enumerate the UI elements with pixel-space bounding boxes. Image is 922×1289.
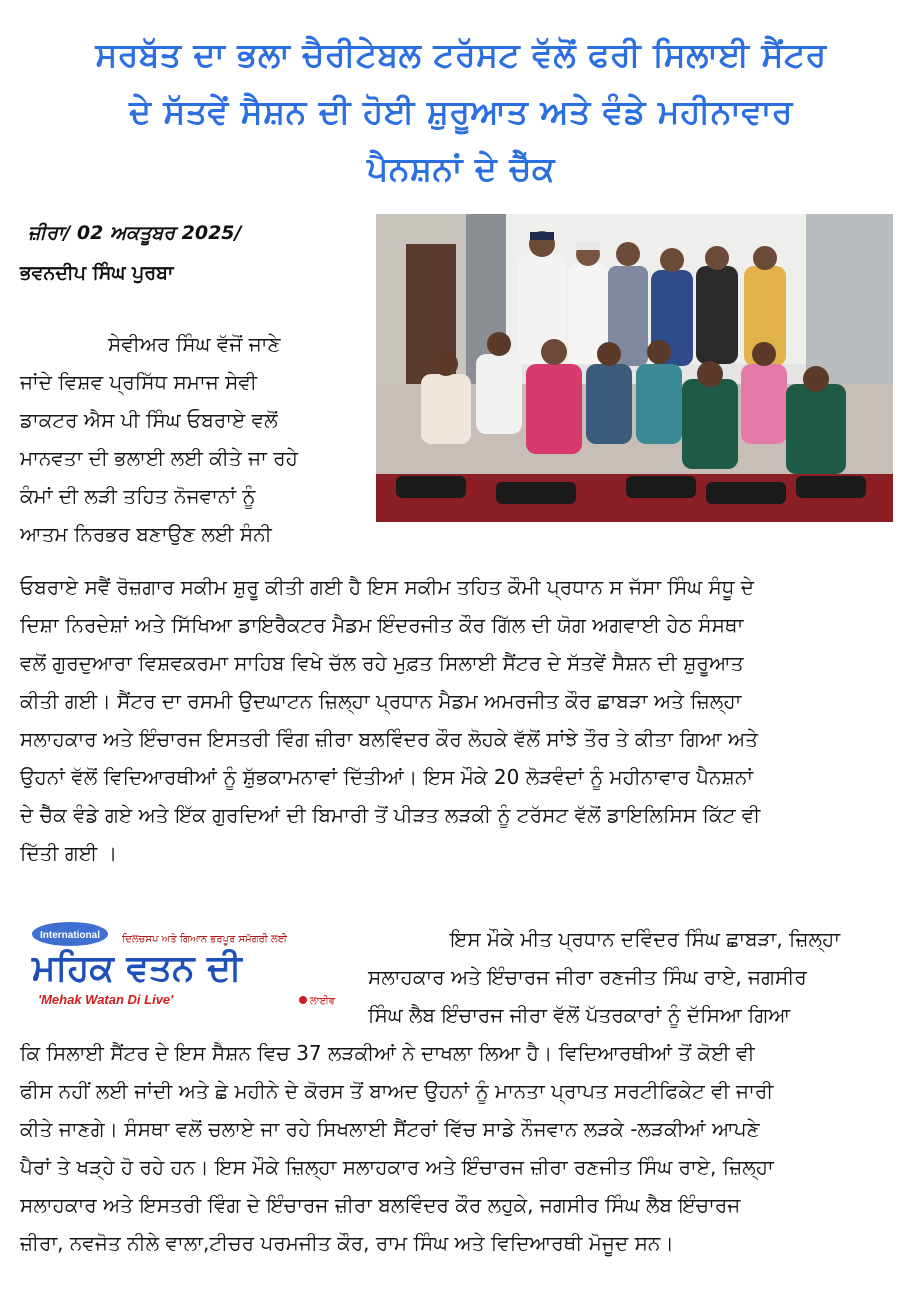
text-line: ਪੈਰਾਂ ਤੇ ਖੜ੍ਹੇ ਹੋ ਰਹੇ ਹਨ। ਇਸ ਮੌਕੇ ਜ਼ਿਲ੍ਹਾ ਸਲਾਹਕਾਰ ਅਤੇ ਇੰਚਾਰਜ ਜ਼ੀਰਾ ਰਣਜੀਤ ਸਿੰਘ ਰਾਏ, ਜ਼ਿਲ੍ਹਾ [20, 1155, 774, 1179]
dateline: ਜ਼ੀਰਾ/ 02 ਅਕਤੂਬਰ 2025/ [28, 222, 242, 244]
text-line: ਡਾਕਟਰ ਐਸ ਪੀ ਸਿੰਘ ਓਬਰਾਏ ਵਲੋਂ [20, 408, 278, 432]
text-line: ਕਿ ਸਿਲਾਈ ਸੈਂਟਰ ਦੇ ਇਸ ਸੈਸ਼ਨ ਵਿਚ 37 ਲੜਕੀਆਂ ਨੇ ਦਾਖਲਾ ਲਿਆ ਹੈ। ਵਿਦਿਆਰਥੀਆਂ ਤੋਂ ਕੋਈ ਵੀ [20, 1041, 755, 1065]
logo-graphic [26, 918, 356, 1018]
headline-line: ਪੈਨਸ਼ਨਾਂ ਦੇ ਚੈੱਕ [367, 149, 555, 188]
paragraph1-full [20, 568, 900, 872]
text-line: ਉਹਨਾਂ ਵੱਲੋਂ ਵਿਦਿਆਰਥੀਆਂ ਨੂੰ ਸ਼ੁੱਭਕਾਮਨਾਵਾਂ ਦਿੱਤੀਆਂ। ਇਸ ਮੌਕੇ 20 ਲੋੜਵੰਦਾਂ ਨੂੰ ਮਹੀਨਾਵਾਰ ਪੈਨਸ਼ਨਾਂ [20, 765, 753, 789]
text-line: ਕੰਮਾਂ ਦੀ ਲੜੀ ਤਹਿਤ ਨੋਜਵਾਨਾਂ ਨੂੰ [20, 484, 256, 508]
text-line: ਦਿਸ਼ਾ ਨਿਰਦੇਸ਼ਾਂ ਅਤੇ ਸਿੱਖਿਆ ਡਾਇਰੈਕਟਰ ਮੈਡਮ ਇੰਦਰਜੀਤ ਕੌਰ ਗਿੱਲ ਦੀ ਯੋਗ ਅਗਵਾਈ ਹੇਠ ਸੰਸਥਾ [20, 613, 744, 637]
group-photo-illustration [376, 214, 893, 522]
logo-title: ਮਹਿਕ ਵਤਨ ਦੀ [32, 948, 242, 989]
text-line: ਦੇ ਚੈੱਕ ਵੰਡੇ ਗਏ ਅਤੇ ਇੱਕ ਗੁਰਦਿਆਂ ਦੀ ਬਿਮਾਰੀ ਤੋਂ ਪੀੜਤ ਲੜਕੀ ਨੂੰ ਟਰੱਸਟ ਵੱਲੋਂ ਡਾਇਲਿਸਿਸ ਕਿੱਟ ਵੀ [20, 803, 761, 827]
byline: ਭਵਨਦੀਪ ਸਿੰਘ ਪੁਰਬਾ [20, 262, 174, 284]
text-line: ਸਲਾਹਕਾਰ ਅਤੇ ਇਸਤਰੀ ਵਿੰਗ ਦੇ ਇੰਚਾਰਜ ਜ਼ੀਰਾ ਬਲਵਿੰਦਰ ਕੌਰ ਲਹੁਕੇ, ਜਗਸੀਰ ਸਿੰਘ ਲੈਬ ਇੰਚਾਰਜ [20, 1193, 741, 1217]
text-line: ਓਬਰਾਏ ਸਵੈਂ ਰੋਜ਼ਗਾਰ ਸਕੀਮ ਸ਼ੁਰੂ ਕੀਤੀ ਗਈ ਹੈ ਇਸ ਸਕੀਮ ਤਹਿਤ ਕੌਮੀ ਪ੍ਰਧਾਨ ਸ ਜੱਸਾ ਸਿੰਘ ਸੰਧੂ ਦੇ [20, 575, 755, 599]
logo-badge: International [39, 930, 101, 941]
logo-live: ਲਾਈਵ [310, 996, 336, 1007]
text-line: ਆਤਮ ਨਿਰਭਰ ਬਣਾਉਣ ਲਈ ਸੰਨੀ [20, 522, 272, 546]
paragraph1-wrapped [20, 325, 360, 553]
text-line: ਮਾਨਵਤਾ ਦੀ ਭਲਾਈ ਲਈ ਕੀਤੇ ਜਾ ਰਹੇ [20, 446, 298, 470]
headline-line: ਸਰਬੱਤ ਦਾ ਭਲਾ ਚੈਰੀਟੇਬਲ ਟਰੱਸਟ ਵੱਲੋਂ ਫਰੀ ਸਿਲਾਈ ਸੈਂਟਰ [95, 35, 827, 74]
text-line: ਕੀਤੇ ਜਾਣਗੇ। ਸੰਸਥਾ ਵਲੋਂ ਚਲਾਏ ਜਾ ਰਹੇ ਸਿਖਲਾਈ ਸੈਂਟਰਾਂ ਵਿੱਚ ਸਾਡੇ ਨੌਜਵਾਨ ਲੜਕੇ -ਲੜਕੀਆਂ ਆਪਣੇ [20, 1117, 760, 1141]
logo-subtitle: 'Mehak Watan Di Live' [38, 992, 174, 1007]
news-photo [376, 214, 893, 522]
text-line: ਸਿੰਘ ਲੈਬ ਇੰਚਾਰਜ ਜੀਰਾ ਵੱਲੋਂ ਪੱਤਰਕਾਰਾਂ ਨੂੰ ਦੱਸਿਆ ਗਿਆ [368, 1003, 791, 1027]
headline [10, 26, 912, 197]
headline-line: ਦੇ ਸੱਤਵੇਂ ਸੈਸ਼ਨ ਦੀ ਹੋਈ ਸ਼ੁਰੂਆਤ ਅਤੇ ਵੰਡੇ ਮਹੀਨਾਵਾਰ [129, 92, 793, 131]
text-line: ਜ਼ੀਰਾ, ਨਵਜੋਤ ਨੀਲੇ ਵਾਲਾ,ਟੀਚਰ ਪਰਮਜੀਤ ਕੌਰ, ਰਾਮ ਸਿੰਘ ਅਤੇ ਵਿਦਿਆਰਥੀ ਮੋਜੂਦ ਸਨ। [20, 1231, 674, 1255]
text-line: ਵਲੋਂ ਗੁਰਦੁਆਰਾ ਵਿਸ਼ਵਕਰਮਾ ਸਾਹਿਬ ਵਿਖੇ ਚੱਲ ਰਹੇ ਮੁਫ਼ਤ ਸਿਲਾਈ ਸੈਂਟਰ ਦੇ ਸੱਤਵੇਂ ਸੈਸ਼ਨ ਦੀ ਸ਼ੁਰੂਆਤ [20, 651, 744, 675]
text-line: ਸਲਾਹਕਾਰ ਅਤੇ ਇੰਚਾਰਜ ਇਸਤਰੀ ਵਿੰਗ ਜ਼ੀਰਾ ਬਲਵਿੰਦਰ ਕੌਰ ਲੋਹਕੇ ਵੱਲੋਂ ਸਾਂਝੇ ਤੌਰ ਤੇ ਕੀਤਾ ਗਿਆ ਅਤੇ [20, 727, 758, 751]
text-line: ਸੇਵੀਅਰ ਸਿੰਘ ਵੱਜੋਂ ਜਾਣੇ [108, 332, 281, 356]
text-line: ਸਲਾਹਕਾਰ ਅਤੇ ਇੰਚਾਰਜ ਜੀਰਾ ਰਣਜੀਤ ਸਿੰਘ ਰਾਏ, ਜਗਸੀਰ [368, 965, 807, 989]
paragraph2-full [20, 1034, 900, 1262]
text-line: ਕੀਤੀ ਗਈ। ਸੈਂਟਰ ਦਾ ਰਸਮੀ ਉਦਘਾਟਨ ਜ਼ਿਲ੍ਹਾ ਪ੍ਰਧਾਨ ਮੈਡਮ ਅਮਰਜੀਤ ਕੌਰ ਛਾਬੜਾ ਅਤੇ ਜ਼ਿਲ੍ਹਾ [20, 689, 742, 713]
text-line: ਦਿੱਤੀ ਗਈ । [20, 841, 118, 865]
mehak-watan-di-logo [26, 918, 356, 1018]
paragraph2-wrapped [368, 920, 898, 1034]
text-line: ਫੀਸ ਨਹੀਂ ਲਈ ਜਾਂਦੀ ਅਤੇ ਛੇ ਮਹੀਨੇ ਦੇ ਕੋਰਸ ਤੋਂ ਬਾਅਦ ਉਹਨਾਂ ਨੂੰ ਮਾਨਤਾ ਪ੍ਰਾਪਤ ਸਰਟੀਫਿਕੇਟ ਵੀ ਜਾਰੀ [20, 1079, 774, 1103]
logo-tagline: ਦਿਲਚਸਪ ਅਤੇ ਗਿਆਨ ਭਰਪੂਰ ਸਮੱਗਰੀ ਲਈ [122, 934, 288, 945]
text-line: ਜਾਂਦੇ ਵਿਸ਼ਵ ਪ੍ਰਸਿੱਧ ਸਮਾਜ ਸੇਵੀ [20, 370, 257, 394]
text-line: ਇਸ ਮੌਕੇ ਮੀਤ ਪ੍ਰਧਾਨ ਦਵਿੰਦਰ ਸਿੰਘ ਛਾਬੜਾ, ਜ਼ਿਲ੍ਹਾ [450, 927, 841, 951]
